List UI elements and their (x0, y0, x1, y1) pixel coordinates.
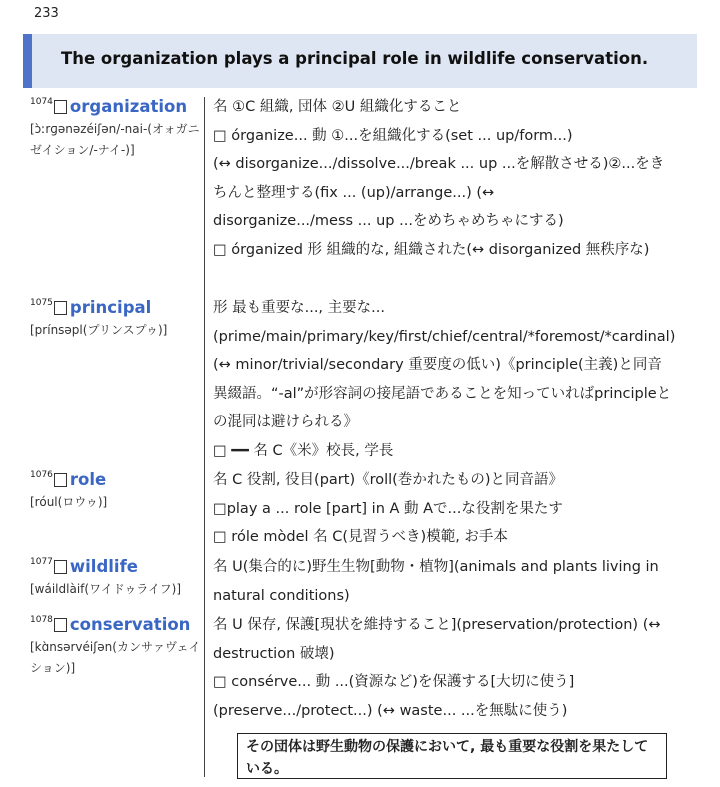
checkbox-icon[interactable] (54, 100, 67, 114)
definition-line: □ consérve... 動 ...(資源など)を保護する[大切に使う](preserve.../protect...) (↔ waste... ...を無駄に使う) (213, 674, 575, 719)
definition-line: 名 U 保存, 保護[現状を維持すること](preservation/protection) (↔ destruction 破壊) (213, 617, 661, 662)
definition-organization (213, 93, 673, 264)
checkbox-icon[interactable] (54, 560, 67, 574)
headword: conservation (69, 615, 191, 634)
definition-role (213, 466, 673, 552)
entry-conservation (30, 615, 206, 679)
entry-role (30, 470, 206, 513)
entry-number: 1075 (30, 298, 53, 308)
page-number: 233 (34, 6, 59, 21)
definition-line: disorganize.../mess ... up ...をめちゃめちゃにする) (213, 213, 564, 229)
definition-line: □ órganize... 動 ①...を組織化する(set ... up/form...) (213, 127, 573, 144)
translation-box: その団体は野生動物の保護において, 最も重要な役割を果たしている。 (237, 733, 667, 779)
entry-number: 1076 (30, 470, 53, 480)
definition-line: 名 C 役割, 役目(part)《roll(巻かれたもの)と同音語》 (213, 472, 563, 488)
definition-line: 名 ①C 組織, 団体 ②U 組織化すること (213, 99, 462, 115)
definition-line: 形 最も重要な..., 主要な...(prime/main/primary/key/first/chief/central/*foremost/*cardinal) (↔ minor/trivial/secondary 重要度の低い)《principle(主義)と同音異綴語。“-al”が形容詞の接尾語であることを知っていればprincipleとの混同は避けられる》 (213, 300, 676, 430)
headword: organization (69, 97, 188, 116)
entry-number: 1074 (30, 97, 53, 107)
definition-line: □ róle mòdel 名 C(見習うべき)模範, お手本 (213, 529, 508, 545)
pronunciation: [prínsəpl(プリンスプゥ)] (30, 323, 168, 337)
headword: principal (69, 298, 152, 317)
entry-number: 1078 (30, 615, 53, 625)
entry-organization (30, 97, 206, 161)
checkbox-icon[interactable] (54, 301, 67, 315)
definition-wildlife (213, 553, 673, 610)
definition-line: (↔ disorganize.../dissolve.../break ... up ...を解散させる)②...をきちんと整理する(fix ... (up)/arrange...) (↔ (213, 156, 665, 201)
entry-principal (30, 298, 206, 341)
definition-conservation (213, 611, 673, 725)
definition-line: 名 U(集合的に)野生生物[動物・植物](animals and plants living in natural conditions) (213, 559, 659, 604)
definition-line: □ órganized 形 組織的な, 組織された(↔ disorganized 無秩序な) (213, 241, 650, 258)
example-sentence: The organization plays a principal role in wildlife conservation. (61, 49, 649, 68)
banner-accent-bar (23, 34, 32, 88)
checkbox-icon[interactable] (54, 473, 67, 487)
definition-principal (213, 294, 676, 465)
pronunciation: [kɑ̀nsərvéiʃən(カンサァヴェイション)] (30, 640, 201, 675)
headword: wildlife (69, 557, 138, 576)
pronunciation: [wáildlàif(ワイドゥライフ)] (30, 582, 182, 596)
definition-line: □ ━━ 名 C《米》校長, 学長 (213, 442, 394, 459)
entry-number: 1077 (30, 557, 53, 567)
pronunciation: [ɔ̀ːrɡənəzéiʃən/-nai-(オォガニゼイション/-ナイ-)] (30, 122, 200, 157)
example-sentence-banner (23, 34, 697, 88)
entry-wildlife (30, 557, 206, 600)
headword: role (69, 470, 107, 489)
definition-line: □play a ... role [part] in A 動 Aで...な役割を果たす (213, 500, 563, 517)
checkbox-icon[interactable] (54, 618, 67, 632)
pronunciation: [róul(ロウゥ)] (30, 495, 108, 509)
